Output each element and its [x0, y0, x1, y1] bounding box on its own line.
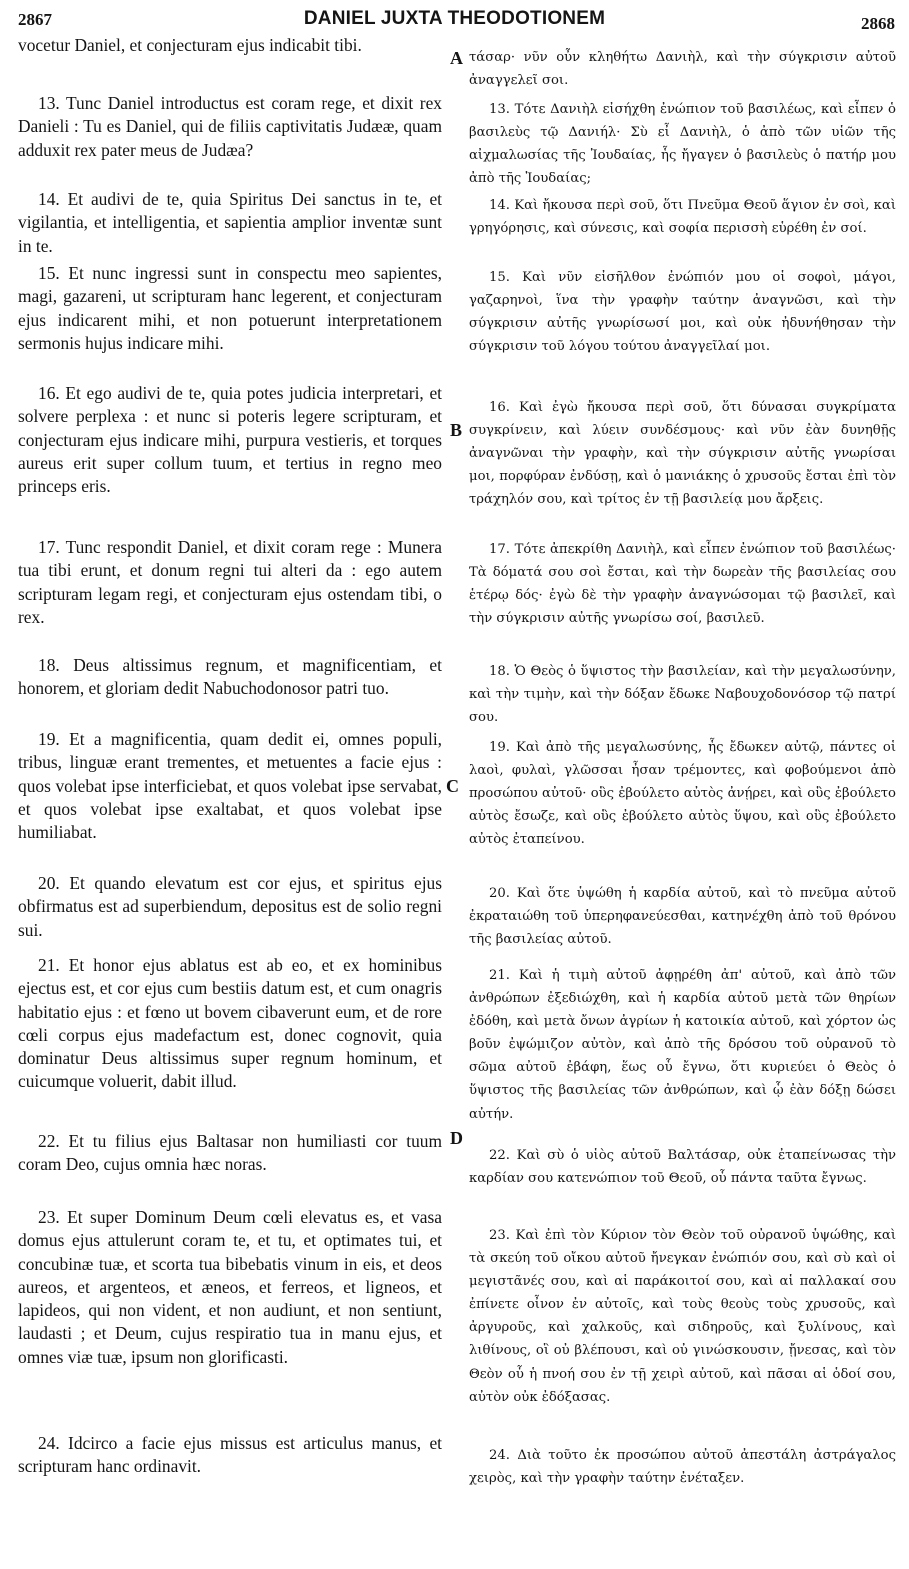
- latin-verse-13: 13. Tunc Daniel introductus est coram rege, et dixit rex Danieli : Tu es Daniel, qui de filiis captivitatis Judææ, quam adduxit rex pater meus de Judæa?: [18, 93, 442, 160]
- running-title: DANIEL JUXTA THEODOTIONEM: [303, 8, 606, 29]
- latin-verse-12-end: vocetur Daniel, et conjecturam ejus indicabit tibi.: [18, 35, 362, 55]
- page-number-left: 2867: [18, 10, 52, 29]
- latin-verse-23: 23. Et super Dominum Deum cœli elevatus es, et vasa domus ejus attulerunt coram te, et tu, et optimates tui, et concubinæ tuæ, et scorta tua bibebatis vinum in eis, et deos aureos, et argenteos, et æneos, et ferreos, et ligneos, et lapideos, qui non vident, et non audiunt, et non sentiunt, laudasti ; et Deum, cujus respiratio tua in manu ejus, et omnes viæ tuæ, ipsum non glorificasti.: [18, 1207, 442, 1367]
- latin-verse-19: 19. Et a magnificentia, quam dedit ei, omnes populi, tribus, linguæ erant trementes, et metuentes a facie ejus : quos volebat ipse interficiebat, et quos volebat ipse servabat, et quos volebat ipse exaltabat, et quos volebat ipse humiliabat.: [18, 729, 442, 843]
- latin-verse-17: 17. Tunc respondit Daniel, et dixit coram rege : Munera tua tibi erunt, et donum regni tui alteri da : ego autem scripturam legam regi, et conjecturam ejus ostendam tibi, o rex.: [18, 537, 442, 627]
- greek-verse-24: 24. Διὰ τοῦτο ἐκ προσώπου αὐτοῦ ἀπεστάλη ἀστράγαλος χειρὸς, καὶ τὴν γραφὴν ταύτην ἐνέταξεν.: [469, 1448, 896, 1487]
- latin-verse-21: 21. Et honor ejus ablatus est ab eo, et ex hominibus ejectus est, et cor ejus cum bestiis datum est, et cum onagris habitatio ejus : et fœno ut bovem cibaverunt eum, et de rore cœli corpus ejus madefactum est, donec cognovit, quia dominatur Deus altissimus super regnum hominum, et cuicumque voluerit, dabit illud.: [18, 955, 442, 1092]
- greek-verse-21: 21. Καὶ ἡ τιμὴ αὐτοῦ ἀφῃρέθη ἀπ' αὐτοῦ, καὶ ἀπὸ τῶν ἀνθρώπων ἐξεδιώχθη, καὶ ἡ καρδία αὐτοῦ μετὰ τῶν θηρίων ἐδόθη, καὶ μετὰ ὄνων ἀγρίων ἡ κατοικία αὐτοῦ, καὶ χόρτον ὡς βοῦν ἐψώμιζον αὐτὸν, καὶ ἀπὸ τῆς δρόσου τοῦ οὐρανοῦ τὸ σῶμα αὐτοῦ ἐβάφη, ἕως οὗ ἔγνω, ὅτι κυριεύει ὁ Θεὸς ὁ ὕψιστος τῆς βασιλείας τῶν ἀνθρώπων, καὶ ᾧ ἐὰν δόξῃ δώσει αὐτήν.: [469, 968, 896, 1122]
- latin-verse-18: 18. Deus altissimus regnum, et magnificentiam, et honorem, et gloriam dedit Nabuchodonosor patri tuo.: [18, 655, 442, 699]
- greek-verse-17: 17. Τότε ἀπεκρίθη Δανιὴλ, καὶ εἶπεν ἐνώπιον τοῦ βασιλέως· Τὰ δόματά σου σοὶ ἔσται, καὶ τὴν δωρεὰν τῆς βασιλείας σου ἑτέρῳ δός· ἐγὼ δὲ τὴν γραφὴν ἀναγνώσομαι τῷ βασιλεῖ, καὶ τὴν σύγκρισιν αὐτῆς γνωρίσω σοί, βασιλεῦ.: [469, 542, 896, 627]
- section-marker-c: C: [446, 776, 459, 796]
- latin-verse-22: 22. Et tu filius ejus Baltasar non humiliasti cor tuum coram Deo, cujus omnia hæc noras.: [18, 1131, 442, 1175]
- latin-verse-20: 20. Et quando elevatum est cor ejus, et spiritus ejus obfirmatus est ad superbiendum, depositus est de solio regni sui.: [18, 873, 442, 940]
- greek-verse-20: 20. Καὶ ὅτε ὑψώθη ἡ καρδία αὐτοῦ, καὶ τὸ πνεῦμα αὐτοῦ ἐκραταιώθη τοῦ ὑπερηφανεύεσθαι, κατηνέχθη ἀπὸ τοῦ θρόνου τῆς βασιλείας αὐτοῦ.: [469, 886, 896, 948]
- latin-verse-14: 14. Et audivi de te, quia Spiritus Dei sanctus in te, et vigilantia, et intelligentia, et sapientia amplior inventæ sunt in te.: [18, 189, 442, 256]
- greek-verse-23: 23. Καὶ ἐπὶ τὸν Κύριον τὸν Θεὸν τοῦ οὐρανοῦ ὑψώθης, καὶ τὰ σκεύη τοῦ οἴκου αὐτοῦ ἤνεγκαν ἐνώπιόν σου, καὶ σὺ καὶ οἱ μεγιστᾶνές σου, καὶ αἱ παράκοιτοί σου, καὶ αἱ παλλακαί σου ἐπίνετε οἶνον ἐν αὐτοῖς, καὶ τοὺς θεοὺς τοὺς χρυσοῦς, καὶ ἀργυροῦς, καὶ χαλκοῦς, καὶ σιδηροῦς, καὶ ξυλίνους, καὶ λιθίνους, οἳ οὐ βλέπουσι, καὶ οὐ γινώσκουσιν, ᾔνεσας, καὶ τὸν Θεὸν οὗ ἡ πνοή σου ἐν τῇ χειρὶ αὐτοῦ, καὶ πᾶσαι αἱ ὁδοί σου, αὐτὸν οὐκ ἐδόξασας.: [469, 1228, 896, 1405]
- greek-verse-22: 22. Καὶ σὺ ὁ υἱὸς αὐτοῦ Βαλτάσαρ, οὐκ ἐταπείνωσας τὴν καρδίαν σου κατενώπιον τοῦ Θεοῦ, οὗ πάντα ταῦτα ἔγνως.: [469, 1148, 896, 1187]
- greek-verse-19: 19. Καὶ ἀπὸ τῆς μεγαλωσύνης, ἧς ἔδωκεν αὐτῷ, πάντες οἱ λαοὶ, φυλαὶ, γλῶσσαι ἦσαν τρέμοντες, καὶ φοβούμενοι ἀπὸ προσώπου αὐτοῦ· οὓς ἐβούλετο αὐτὸς ἀνῄρει, καὶ οὓς ἐβούλετο αὐτὸς ἔσωζε, καὶ οὓς ἐβούλετο αὐτὸς ὕψου, καὶ οὓς ἐβούλετο αὐτὸς ἐταπείνου.: [469, 740, 896, 848]
- section-marker-d: D: [450, 1128, 463, 1148]
- page-number-right: 2868: [861, 14, 895, 33]
- greek-verse-15: 15. Καὶ νῦν εἰσῆλθον ἐνώπιόν μου οἱ σοφοὶ, μάγοι, γαζαρηνοὶ, ἵνα τὴν γραφὴν ταύτην ἀναγνῶσι, καὶ τὴν σύγκρισιν αὐτῆς γνωρίσωσί μοι, καὶ οὐκ ἠδυνήθησαν τὴν σύγκρισιν τοῦ λόγου τούτου ἀναγγεῖλαί μοι.: [469, 270, 896, 355]
- section-marker-a: A: [450, 48, 463, 68]
- greek-verse-16: 16. Καὶ ἐγὼ ἤκουσα περὶ σοῦ, ὅτι δύνασαι συγκρίματα συγκρίνειν, καὶ λύειν συνδέσμους· καὶ νῦν ἐὰν δυνηθῇς ἀναγνῶναι τὴν γραφὴν, καὶ τὴν σύγκρισιν αὐτῆς γνωρίσαι μοι, πορφύραν ἐνδύσῃ, καὶ ὁ μανιάκης ὁ χρυσοῦς ἔσται ἐπὶ τὸν τράχηλόν σου, καὶ τρίτος ἐν τῇ βασιλείᾳ μου ἄρξεις.: [469, 400, 896, 508]
- greek-verse-12-end: τάσαρ· νῦν οὖν κληθήτω Δανιὴλ, καὶ τὴν σύγκρισιν αὐτοῦ ἀναγγελεῖ σοι.: [469, 50, 896, 89]
- latin-verse-15: 15. Et nunc ingressi sunt in conspectu meo sapientes, magi, gazareni, ut scripturam hanc legerent, et conjecturam ejus indicarent mihi, et non potuerunt interpretationem sermonis hujus indicare mihi.: [18, 263, 442, 353]
- greek-verse-18: 18. Ὁ Θεὸς ὁ ὕψιστος τὴν βασιλείαν, καὶ τὴν μεγαλωσύνην, καὶ τὴν τιμὴν, καὶ τὴν δόξαν ἔδωκε Ναβουχοδονόσορ τῷ πατρί σου.: [469, 664, 896, 726]
- section-marker-b: B: [450, 420, 463, 440]
- latin-verse-16: 16. Et ego audivi de te, quia potes judicia interpretari, et solvere perplexa : et nunc si poteris legere scripturam, et conjecturam ejus indicare mihi, purpura vestieris, et torques aureus erit super collum tuum, et tertius in regno meo princeps eris.: [18, 383, 442, 497]
- latin-verse-24: 24. Idcirco a facie ejus missus est articulus manus, et scripturam hanc ordinavit.: [18, 1433, 442, 1477]
- greek-verse-13: 13. Τότε Δανιὴλ εἰσήχθη ἐνώπιον τοῦ βασιλέως, καὶ εἶπεν ὁ βασιλεὺς τῷ Δανιήλ· Σὺ εἶ Δανιὴλ, ὁ ἀπὸ τῶν υἱῶν τῆς αἰχμαλωσίας τῆς Ἰουδαίας, ἧς ἤγαγεν ὁ βασιλεὺς ὁ πατήρ μου ἀπὸ τῆς Ἰουδαίας;: [469, 102, 896, 187]
- greek-verse-14: 14. Καὶ ἤκουσα περὶ σοῦ, ὅτι Πνεῦμα Θεοῦ ἅγιον ἐν σοὶ, καὶ γρηγόρησις, καὶ σύνεσις, καὶ σοφία περισσὴ εὑρέθη ἐν σοί.: [469, 198, 896, 237]
